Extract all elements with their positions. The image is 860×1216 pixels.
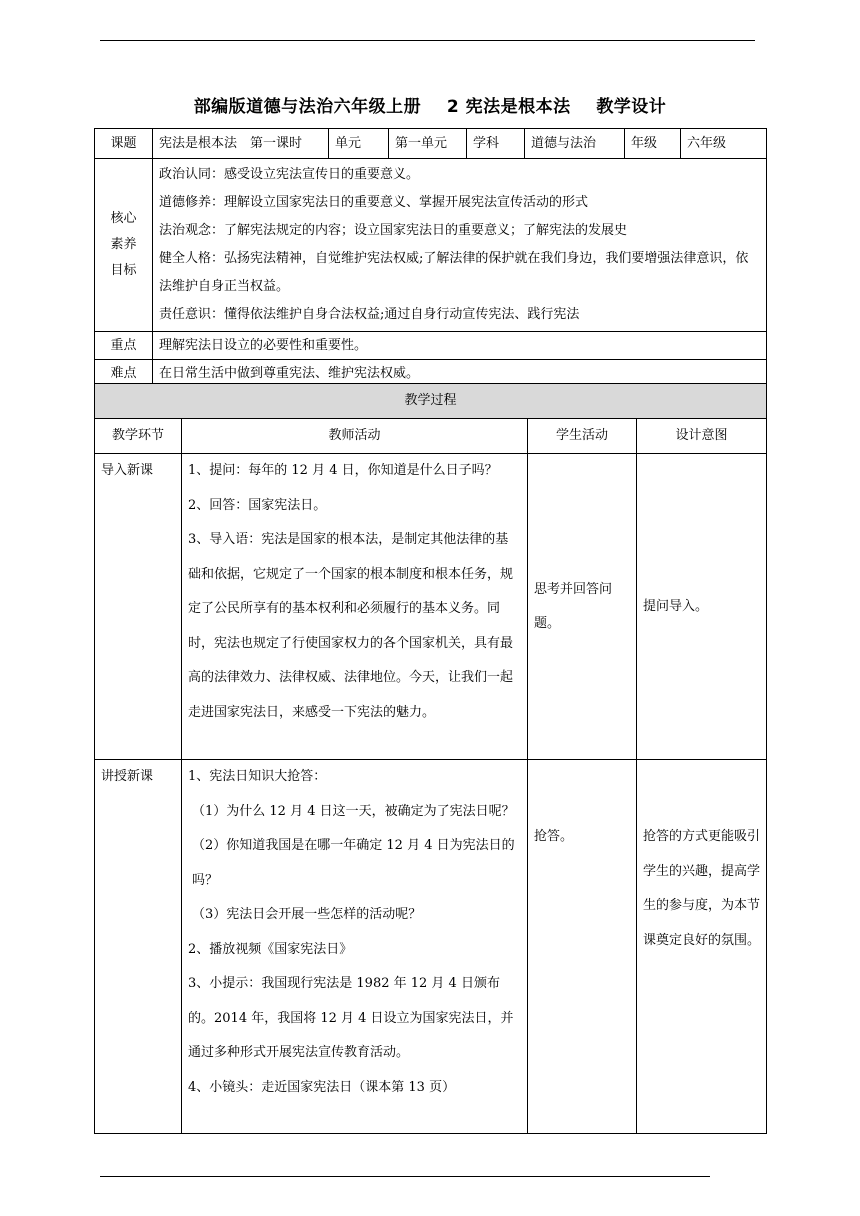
header-rule	[100, 40, 755, 41]
goal-personality: 健全人格：弘扬宪法精神，自觉维护宪法权威;了解法律的保护就在我们身边，我们要增强法律意识，依法维护自身正当权益。	[159, 251, 749, 294]
key-point-value: 理解宪法日设立的必要性和重要性。	[153, 332, 767, 360]
subject-value: 道德与法治	[525, 129, 625, 159]
key-point-label: 重点	[95, 332, 153, 360]
topic-value: 宪法是根本法 第一课时	[153, 129, 329, 159]
difficulty-value: 在日常生活中做到尊重宪法、维护宪法权威。	[153, 360, 767, 389]
goals-row	[95, 159, 767, 332]
goal-moral: 道德修养：理解设立国家宪法日的重要意义、掌握开展宪法宣传活动的形式	[159, 195, 589, 210]
subject-label: 学科	[467, 129, 525, 159]
goals-list	[153, 159, 767, 332]
process-header-row	[95, 419, 767, 454]
info-row	[95, 129, 767, 159]
unit-value: 第一单元	[389, 129, 467, 159]
teacher-activity-new-lesson: 1、宪法日知识大抢答： （1）为什么 12 月 4 日这一天，被确定为了宪法日呢？ （2）你知道我国是在哪一年确定 12 月 4 日为宪法日的吗？ （3）宪法日会开展一些怎样的活动呢？ 2、播放视频《国家宪法日》 3、小提示：我国现行宪法是 1982 年 12 月 4 日颁布的。2014 年，我国将 12 月 4 日设立为国家宪法日，并通过多种形式开展宪法宣传教育活动。 4、小镜头：走近国家宪法日（课本第 13 页）	[182, 760, 528, 1134]
student-activity-new-lesson: 抢答。	[528, 760, 637, 1134]
grade-value: 六年级	[681, 129, 767, 159]
difficulty-label: 难点	[95, 360, 153, 389]
header-stage: 教学环节	[95, 419, 182, 454]
header-teacher: 教师活动	[182, 419, 528, 454]
title-lesson: 2 宪法是根本法	[446, 97, 571, 117]
table-row	[95, 454, 767, 760]
document-title	[0, 92, 860, 117]
title-prefix: 部编版道德与法治六年级上册	[193, 97, 422, 117]
grade-label: 年级	[625, 129, 681, 159]
goal-responsibility: 责任意识：懂得依法维护自身合法权益;通过自身行动宣传宪法、践行宪法	[159, 307, 580, 322]
goals-label: 核心 素养 目标	[95, 159, 153, 332]
key-point-row	[95, 332, 767, 360]
intent-new-lesson: 抢答的方式更能吸引学生的兴趣，提高学生的参与度，为本节课奠定良好的氛围。	[637, 760, 767, 1134]
intent-intro: 提问导入。	[637, 454, 767, 760]
process-table	[94, 383, 767, 1134]
goal-law: 法治观念：了解宪法规定的内容；设立国家宪法日的重要意义；了解宪法的发展史	[159, 223, 628, 238]
footer-rule	[100, 1176, 710, 1177]
lesson-info-table	[94, 128, 767, 389]
process-banner: 教学过程	[95, 384, 767, 419]
topic-label: 课题	[95, 129, 153, 159]
title-suffix: 教学设计	[596, 97, 667, 117]
goal-political: 政治认同：感受设立宪法宣传日的重要意义。	[159, 167, 420, 182]
header-student: 学生活动	[528, 419, 637, 454]
stage-intro: 导入新课	[95, 454, 182, 760]
stage-new-lesson: 讲授新课	[95, 760, 182, 1134]
teacher-activity-intro: 1、提问：每年的 12 月 4 日，你知道是什么日子吗？ 2、回答：国家宪法日。 3、导入语：宪法是国家的根本法，是制定其他法律的基础和依据，它规定了一个国家的根本制度和根本任务，规定了公民所享有的基本权利和必须履行的基本义务。同时，宪法也规定了行使国家权力的各个国家机关，具有最高的法律效力、法律权威、法律地位。今天，让我们一起走进国家宪法日，来感受一下宪法的魅力。	[182, 454, 528, 760]
process-banner-row	[95, 384, 767, 419]
student-activity-intro: 思考并回答问题。	[528, 454, 637, 760]
header-intent: 设计意图	[637, 419, 767, 454]
unit-label: 单元	[329, 129, 389, 159]
table-row	[95, 760, 767, 1134]
